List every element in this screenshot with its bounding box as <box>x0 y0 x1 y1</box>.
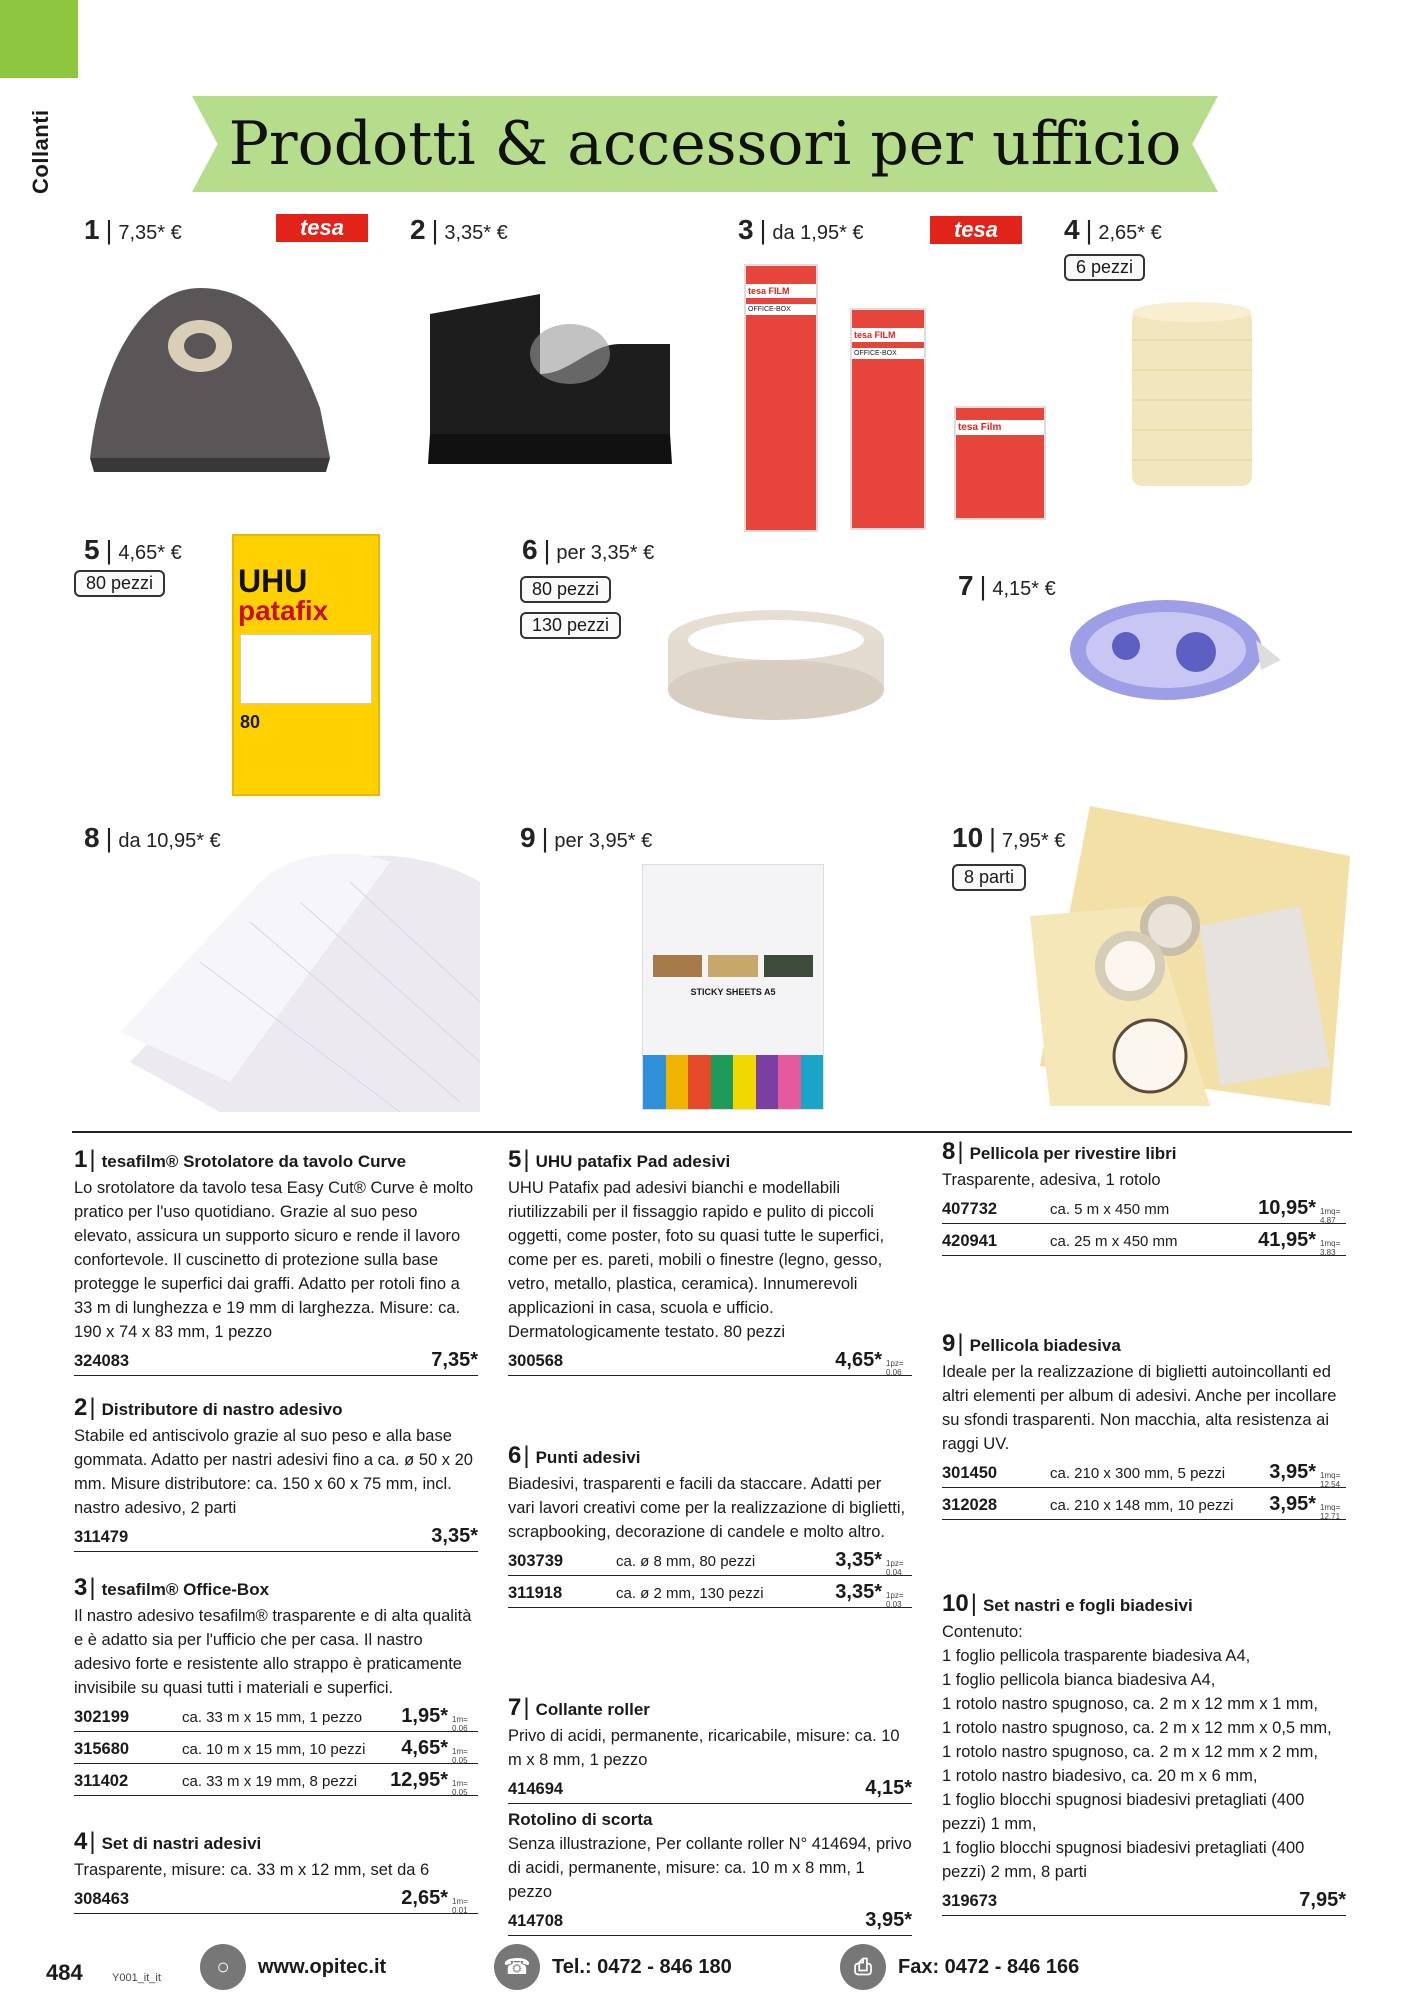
article-row: 301450 ca. 210 x 300 mm, 5 pezzi 3,95* 1mq= 12,54 <box>942 1456 1346 1488</box>
catalog-code: Y001_it_it <box>112 1972 161 1984</box>
qty-badge-10: 8 parti <box>952 864 1026 891</box>
product-label-8: 8 | da 10,95* € <box>84 822 221 853</box>
product-image-6 <box>656 600 896 740</box>
article-row: 420941 ca. 25 m x 450 mm 41,95* 1mq= 3,83 <box>942 1224 1346 1256</box>
article-row: 319673 7,95* <box>942 1884 1346 1916</box>
corner-tab <box>0 0 78 78</box>
tesa-logo: tesa <box>930 216 1022 244</box>
article-row: 308463 2,65* 1m= 0,01 <box>74 1882 478 1914</box>
product-image-2 <box>420 284 680 474</box>
qty-badge-4: 6 pezzi <box>1064 254 1145 281</box>
article-row: 324083 7,35* <box>74 1344 478 1376</box>
desc-block-9: 9 | Pellicola biadesiva Ideale per la realizzazione di biglietti autoincollanti ed altri elementi per album di adesivi. Anche per incollare su sfondi trasparenti. Non macchia, alta resistenza ai raggi UV. 301450 ca. 210 x 300 mm, 5 pezzi 3,95* 1mq= 12,54 312028 ca. 210 x 148 mm, 10 pezzi 3,95* 1mq= 12,71 <box>942 1332 1346 1520</box>
article-row: 414694 4,15* <box>508 1772 912 1804</box>
desc-block-10: 10 | Set nastri e fogli biadesivi Contenuto: 1 foglio pellicola trasparente biadesiva A4, 1 foglio pellicola bianca biadesiva A4, 1 rotolo nastro spugnoso, ca. 2 m x 12 mm x 1 mm, 1 rotolo nastro spugnoso, ca. 2 m x 12 mm x 0,5 mm, 1 rotolo nastro spugnoso, ca. 2 m x 12 mm x 2 mm, 1 rotolo nastro biadesivo, ca. 20 m x 6 mm, 1 foglio blocchi spugnosi biadesivi pretagliati (400 pezzi) 1 mm, 1 foglio blocchi spugnosi biadesivi pretagliati (400 pezzi) 2 mm, 8 parti 319673 7,95* <box>942 1592 1346 1916</box>
article-row: 414708 3,95* <box>508 1904 912 1936</box>
product-image-3a: tesa FILM OFFICE-BOX <box>744 264 818 532</box>
footer-web[interactable]: ○ www.opitec.it <box>200 1944 386 1990</box>
product-image-4 <box>1124 298 1260 498</box>
mouse-icon: ○ <box>200 1944 246 1990</box>
desc-block-6: 6 | Punti adesivi Biadesivi, trasparenti e facili da staccare. Adatti per vari lavori creativi come per la realizzazione di biglietti, scrapbooking, decorazione di candele e molto altro. 303739 ca. ø 8 mm, 80 pezzi 3,35* 1pz= 0,04 311918 ca. ø 2 mm, 130 pezzi 3,35* 1pz= 0,03 <box>508 1444 912 1608</box>
article-row: 312028 ca. 210 x 148 mm, 10 pezzi 3,95* 1mq= 12,71 <box>942 1488 1346 1520</box>
product-label-6: 6 | per 3,35* € <box>522 534 655 565</box>
qty-badge-5: 80 pezzi <box>74 570 165 597</box>
product-image-5: UHU patafix 80 <box>232 534 380 796</box>
product-label-2: 2 | 3,35* € <box>410 214 508 245</box>
product-label-4: 4 | 2,65* € <box>1064 214 1162 245</box>
article-row: 311402 ca. 33 m x 19 mm, 8 pezzi 12,95* 1m= 0,05 <box>74 1764 478 1796</box>
article-row: 303739 ca. ø 8 mm, 80 pezzi 3,35* 1pz= 0,04 <box>508 1544 912 1576</box>
product-image-10 <box>1030 806 1350 1112</box>
fax-icon: ⎙ <box>840 1944 886 1990</box>
desc-block-8: 8 | Pellicola per rivestire libri Trasparente, adesiva, 1 rotolo 407732 ca. 5 m x 450 mm 10,95* 1mq= 4,87 420941 ca. 25 m x 450 mm 41,95* 1mq= 3,83 <box>942 1140 1346 1256</box>
product-label-3: 3 | da 1,95* € <box>738 214 864 245</box>
desc-block-4: 4 | Set di nastri adesivi Trasparente, misure: ca. 33 m x 12 mm, set da 6 308463 2,65* 1m= 0,01 <box>74 1830 478 1914</box>
product-image-8 <box>100 822 480 1112</box>
qty-badge-6b: 130 pezzi <box>520 612 621 639</box>
desc-block-2: 2 | Distributore di nastro adesivo Stabile ed antiscivolo grazie al suo peso e alla base gommata. Adatto per nastri adesivi fino a ca. ø 50 x 20 mm. Misure distributore: ca. 150 x 60 x 75 mm, incl. nastro adesivo, 2 parti 311479 3,35* <box>74 1396 478 1552</box>
product-image-7 <box>1066 590 1286 710</box>
article-row: 315680 ca. 10 m x 15 mm, 10 pezzi 4,65* 1m= 0,05 <box>74 1732 478 1764</box>
article-row: 407732 ca. 5 m x 450 mm 10,95* 1mq= 4,87 <box>942 1192 1346 1224</box>
phone-icon: ☎ <box>494 1944 540 1990</box>
product-label-1: 1 | 7,35* € <box>84 214 182 245</box>
product-image-3b: tesa FILM OFFICE-BOX <box>850 308 926 530</box>
product-image-1 <box>80 268 340 478</box>
desc-block-3: 3 | tesafilm® Office-Box Il nastro adesivo tesafilm® trasparente e di alta qualità e è adatto sia per l'ufficio che per casa. Il nastro adesivo forte e resistente allo strappo è praticamente invisibile su quasi tutti i materiali e superfici. 302199 ca. 33 m x 15 mm, 1 pezzo 1,95* 1m= 0,06 315680 ca. 10 m x 15 mm, 10 pezzi 4,65* 1m= 0,05 311402 ca. 33 m x 19 mm, 8 pezzi 12,95* 1m= 0,05 <box>74 1576 478 1796</box>
product-label-7: 7 | 4,15* € <box>958 570 1056 601</box>
page-number: 484 <box>46 1960 83 1985</box>
article-row: 300568 4,65* 1pz= 0,06 <box>508 1344 912 1376</box>
product-label-5: 5 | 4,65* € <box>84 534 182 565</box>
product-label-9: 9 | per 3,95* € <box>520 822 653 853</box>
article-row: 302199 ca. 33 m x 15 mm, 1 pezzo 1,95* 1m= 0,06 <box>74 1700 478 1732</box>
footer-phone: ☎ Tel.: 0472 - 846 180 <box>494 1944 732 1990</box>
desc-block-7: 7 | Collante roller Privo di acidi, permanente, ricaricabile, misure: ca. 10 m x 8 mm, 1 pezzo 414694 4,15* Rotolino di scorta Senza illustrazione, Per collante roller N° 414694, privo di acidi, permanente, misure: ca. 10 m x 8 mm, 1 pezzo 414708 3,95* <box>508 1696 912 1936</box>
product-image-9: STICKY SHEETS A5 <box>642 864 824 1110</box>
product-label-10: 10 | 7,95* € <box>952 822 1066 853</box>
side-label: Collanti <box>28 109 53 194</box>
section-divider <box>72 1131 1352 1133</box>
article-row: 311918 ca. ø 2 mm, 130 pezzi 3,35* 1pz= 0,03 <box>508 1576 912 1608</box>
article-row: 311479 3,35* <box>74 1520 478 1552</box>
footer-fax: ⎙ Fax: 0472 - 846 166 <box>840 1944 1079 1990</box>
product-image-3c: tesa Film <box>954 406 1046 520</box>
desc-block-1: 1 | tesafilm® Srotolatore da tavolo Curve Lo srotolatore da tavolo tesa Easy Cut® Curve è molto pratico per l'uso quotidiano. Grazie al suo peso elevato, assicura un supporto sicuro e rende il lavoro confortevole. Il cuscinetto di protezione sulla base protegge le superfici dai graffi. Adatto per rotoli fino a 33 m di lunghezza e 19 mm di larghezza. Misure: ca. 190 x 74 x 83 mm, 1 pezzo 324083 7,35* <box>74 1148 478 1376</box>
qty-badge-6a: 80 pezzi <box>520 576 611 603</box>
page-title: Prodotti & accessori per ufficio <box>228 109 1182 179</box>
tesa-logo: tesa <box>276 214 368 242</box>
desc-block-5: 5 | UHU patafix Pad adesivi UHU Patafix pad adesivi bianchi e modellabili riutilizzabili per il fissaggio rapido e pulito di piccoli oggetti, come poster, foto su quasi tutte le superfici, come per es. pareti, mobili o finestre (legno, gesso, vetro, metallo, plastica, ceramica). Innumerevoli applicazioni in casa, scuola e ufficio. Dermatologicamente testato. 80 pezzi 300568 4,65* 1pz= 0,06 <box>508 1148 912 1376</box>
